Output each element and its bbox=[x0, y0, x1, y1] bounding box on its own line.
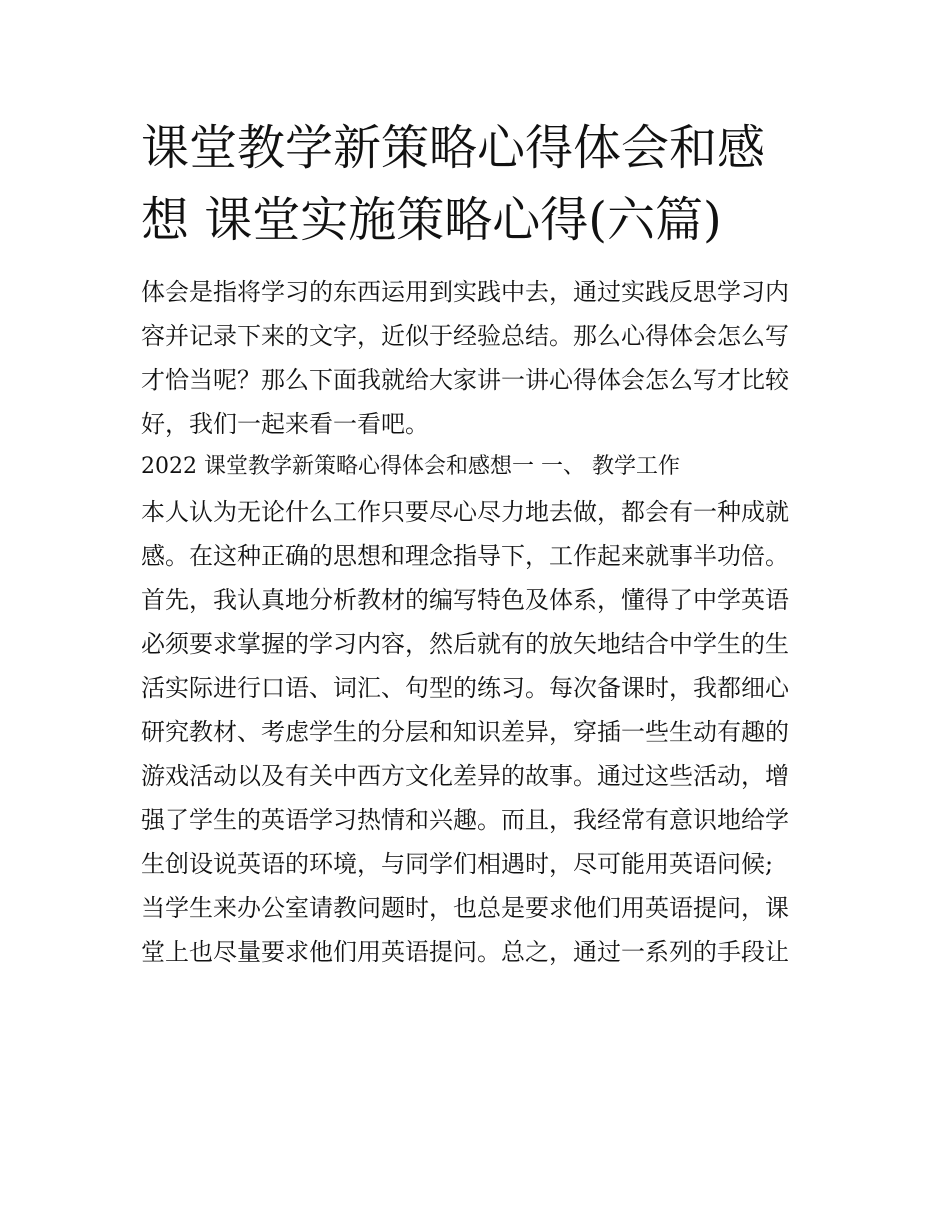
body-line: 研究教材、考虑学生的分层和知识差异，穿插一些生动有趣的 bbox=[141, 718, 789, 746]
section-heading: 2022 课堂教学新策略心得体会和感想一 一、 教学工作 bbox=[141, 454, 680, 479]
body-line: 感。在这种正确的思想和理念指导下，工作起来就事半功倍。 bbox=[141, 542, 789, 570]
body-line: 活实际进行口语、词汇、句型的练习。每次备课时，我都细心 bbox=[141, 674, 789, 702]
body-line: 本人认为无论什么工作只要尽心尽力地去做，都会有一种成就 bbox=[141, 498, 789, 526]
body-line: 堂上也尽量要求他们用英语提问。总之，通过一系列的手段让 bbox=[141, 938, 789, 966]
title-line: 想 课堂实施策略心得(六篇) bbox=[141, 192, 722, 248]
body-line: 游戏活动以及有关中西方文化差异的故事。通过这些活动，增 bbox=[141, 762, 789, 790]
body-line: 强了学生的英语学习热情和兴趣。而且，我经常有意识地给学 bbox=[141, 806, 789, 834]
body-paragraph bbox=[141, 490, 813, 974]
body-line: 首先，我认真地分析教材的编写特色及体系，懂得了中学英语 bbox=[141, 586, 789, 614]
body-line: 生创设说英语的环境，与同学们相遇时，尽可能用英语问候; bbox=[141, 850, 774, 878]
intro-line: 容并记录下来的文字，近似于经验总结。那么心得体会怎么写 bbox=[141, 322, 789, 350]
title-line: 课堂教学新策略心得体会和感 bbox=[141, 120, 766, 176]
body-line: 必须要求掌握的学习内容，然后就有的放矢地结合中学生的生 bbox=[141, 630, 789, 658]
intro-line: 才恰当呢？那么下面我就给大家讲一讲心得体会怎么写才比较 bbox=[141, 366, 789, 394]
intro-line: 好，我们一起来看一看吧。 bbox=[141, 410, 429, 438]
intro-line: 体会是指将学习的东西运用到实践中去，通过实践反思学习内 bbox=[141, 278, 789, 306]
document-content bbox=[141, 112, 813, 974]
intro-paragraph bbox=[141, 270, 813, 446]
document-title bbox=[141, 112, 813, 256]
body-line: 当学生来办公室请教问题时，也总是要求他们用英语提问，课 bbox=[141, 894, 789, 922]
